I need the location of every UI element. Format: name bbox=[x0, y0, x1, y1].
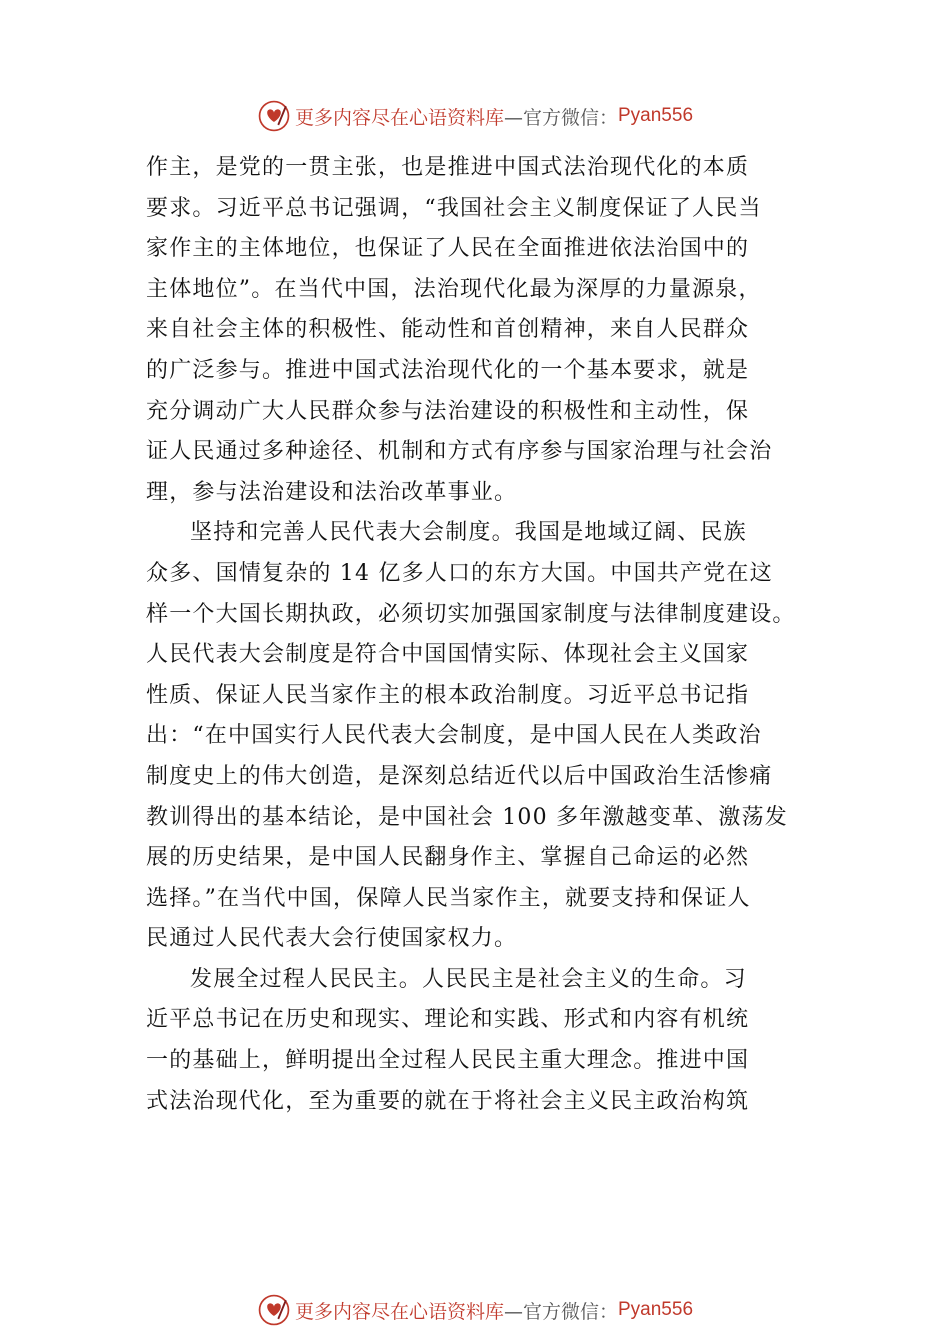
header-banner bbox=[0, 96, 950, 136]
body-line: 人民代表大会制度是符合中国国情实际、体现社会主义国家 bbox=[146, 642, 750, 668]
banner-red-text: 更多内容尽在心语资料库 bbox=[294, 1300, 504, 1323]
paragraph-first-line: 坚持和完善人民代表大会制度。我国是地域辽阔、民族 bbox=[190, 520, 747, 546]
body-line: 要求。习近平总书记强调，“我国社会主义制度保证了人民当 bbox=[146, 195, 762, 221]
body-line: 主体地位”。在当代中国，法治现代化最为深厚的力量源泉， bbox=[146, 276, 762, 302]
body-line: 的广泛参与。推进中国式法治现代化的一个基本要求，就是 bbox=[146, 357, 750, 383]
banner-wechat-id: Pyan556 bbox=[618, 105, 694, 126]
document-body bbox=[146, 148, 846, 1122]
body-line: 理，参与法治建设和法治改革事业。 bbox=[146, 479, 518, 505]
body-line: 制度史上的伟大创造，是深刻总结近代以后中国政治生活惨痛 bbox=[146, 763, 773, 789]
body-line: 性质、保证人民当家作主的根本政治制度。习近平总书记指 bbox=[146, 682, 750, 708]
body-line: 出：“在中国实行人民代表大会制度，是中国人民在人类政治 bbox=[146, 723, 762, 749]
heart-pen-logo-icon bbox=[257, 99, 291, 133]
body-line: 充分调动广大人民群众参与法治建设的积极性和主动性，保 bbox=[146, 398, 750, 424]
body-line: 式法治现代化，至为重要的就在于将社会主义民主政治构筑 bbox=[146, 1088, 750, 1114]
heart-pen-logo-icon bbox=[257, 1293, 291, 1327]
body-line: 民通过人民代表大会行使国家权力。 bbox=[146, 926, 518, 952]
body-line: 众多、国情复杂的 14 亿多人口的东方大国。中国共产党在这 bbox=[146, 560, 773, 586]
body-line: 作主，是党的一贯主张，也是推进中国式法治现代化的本质 bbox=[146, 155, 750, 180]
banner-wechat-id: Pyan556 bbox=[618, 1299, 694, 1320]
banner-dash-text: —官方微信： bbox=[503, 106, 618, 129]
footer-banner bbox=[0, 1290, 950, 1330]
body-line: 来自社会主体的积极性、能动性和首创精神，来自人民群众 bbox=[146, 317, 750, 343]
paragraph-first-line: 发展全过程人民民主。人民民主是社会主义的生命。习 bbox=[190, 966, 747, 992]
body-line: 样一个大国长期执政，必须切实加强国家制度与法律制度建设。 bbox=[146, 601, 796, 627]
body-line: 展的历史结果，是中国人民翻身作主、掌握自己命运的必然 bbox=[146, 845, 750, 871]
banner-dash-text: —官方微信： bbox=[503, 1300, 618, 1323]
body-line: 一的基础上，鲜明提出全过程人民民主重大理念。推进中国 bbox=[146, 1048, 750, 1074]
body-line: 选择。”在当代中国，保障人民当家作主，就要支持和保证人 bbox=[146, 885, 751, 911]
body-line: 证人民通过多种途径、机制和方式有序参与国家治理与社会治 bbox=[146, 439, 773, 465]
body-line: 教训得出的基本结论，是中国社会 100 多年激越变革、激荡发 bbox=[146, 804, 788, 830]
body-line: 家作主的主体地位，也保证了人民在全面推进依法治国中的 bbox=[146, 236, 750, 262]
body-line: 近平总书记在历史和现实、理论和实践、形式和内容有机统 bbox=[146, 1007, 750, 1033]
banner-red-text: 更多内容尽在心语资料库 bbox=[294, 106, 504, 129]
